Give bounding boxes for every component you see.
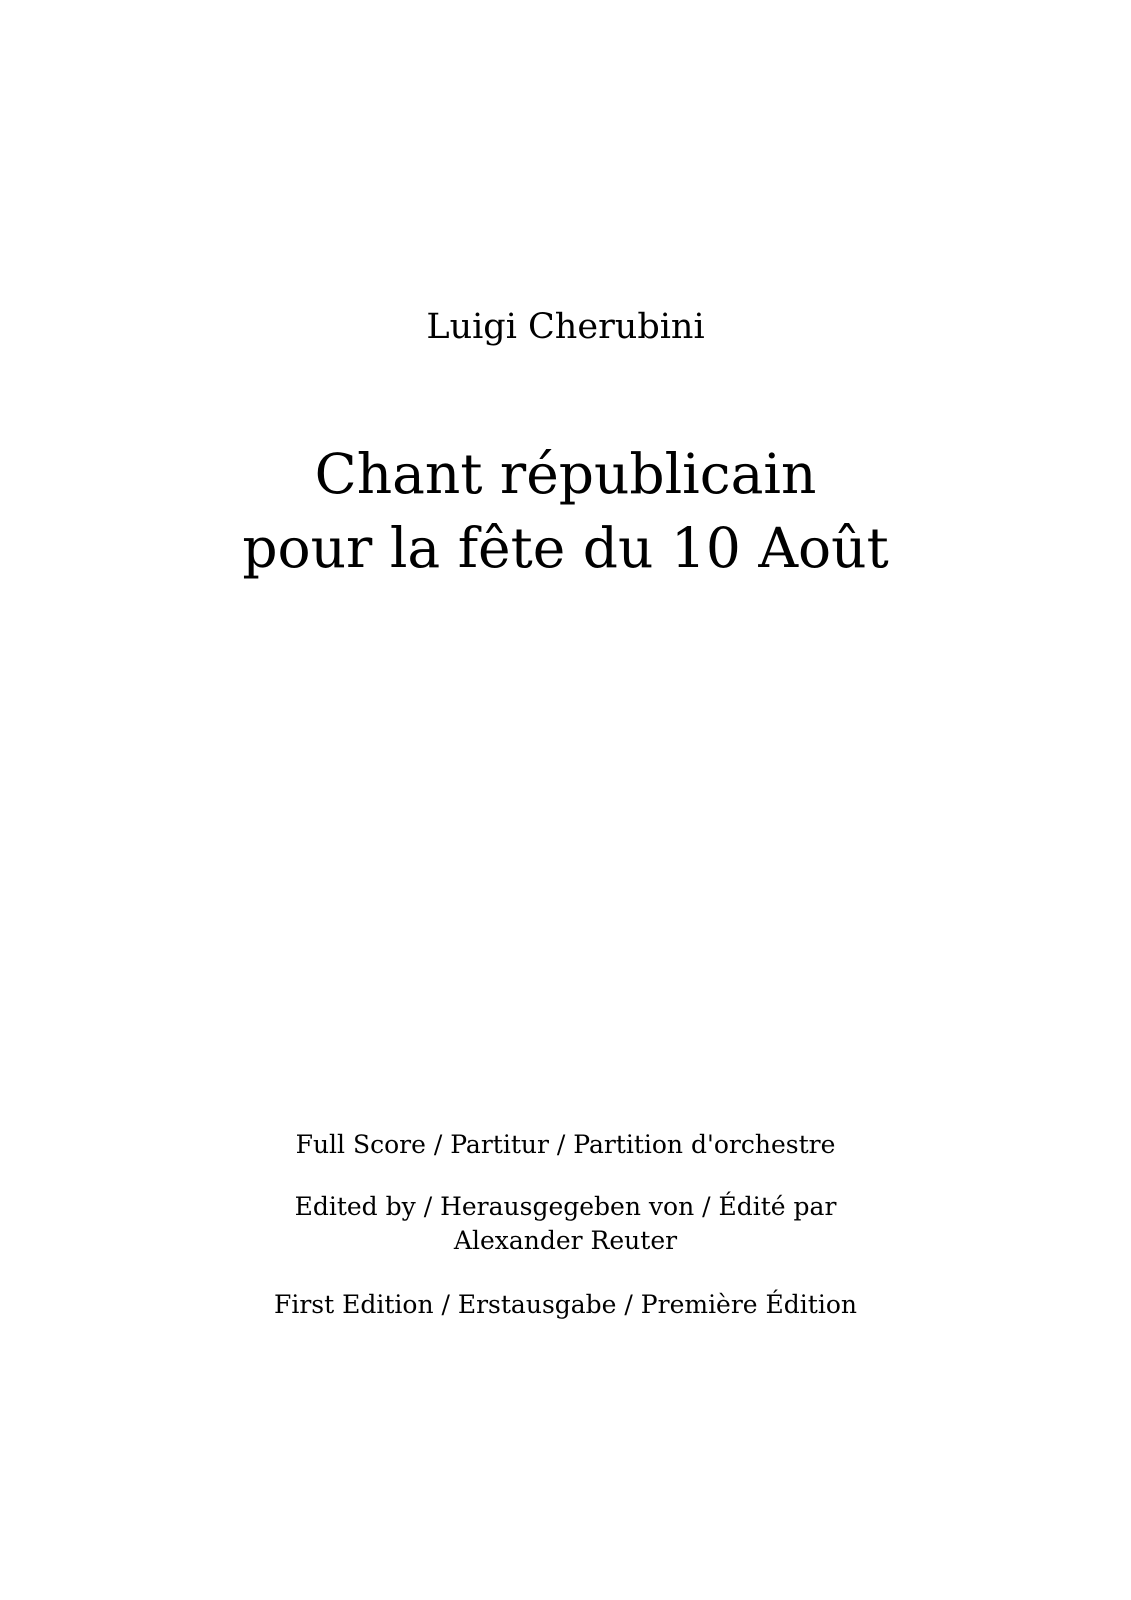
work-title-line-2: pour la fête du 10 Août [242, 516, 889, 580]
editor-name: Alexander Reuter [453, 1226, 678, 1255]
editor-credit [0, 1190, 1131, 1258]
score-type: Full Score / Partitur / Partition d'orchestre [295, 1130, 836, 1159]
editor-label: Edited by / Herausgegeben von / Édité par [294, 1192, 837, 1221]
work-title [0, 437, 1131, 585]
work-title-line-1: Chant républicain [314, 442, 817, 506]
composer-name: Luigi Cherubini [426, 307, 705, 347]
edition-note: First Edition / Erstausgabe / Première Édition [273, 1290, 857, 1319]
